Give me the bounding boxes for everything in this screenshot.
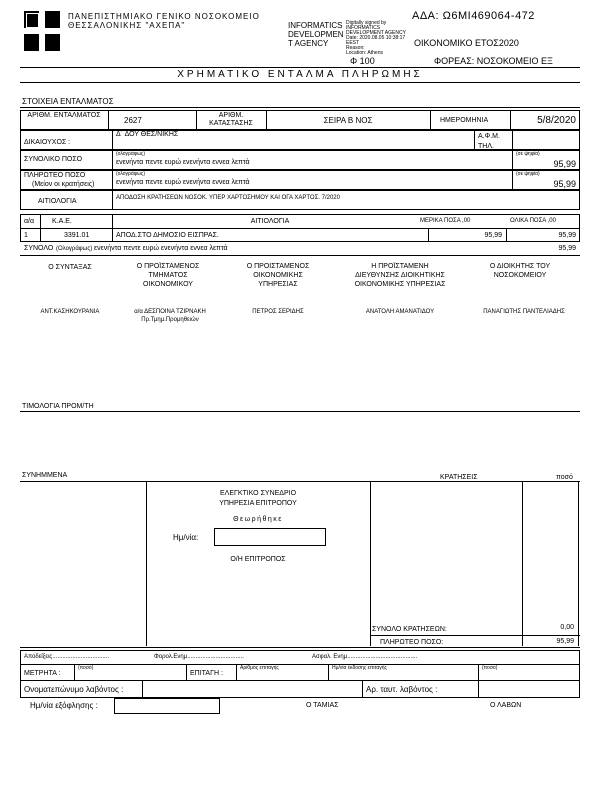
name-proist-ypiresias: ΠΕΤΡΟΣ ΣΕΡΙΔΗΣ bbox=[252, 309, 304, 315]
poso-label: ποσό bbox=[556, 474, 573, 481]
epitropos: Ο/Η ΕΠΙΤΡΟΠΟΣ bbox=[230, 556, 286, 563]
total-numbers-note: (σε ψηφία) bbox=[516, 151, 540, 157]
seira-label: ΣΕΙΡΑ Β ΝΟΣ bbox=[323, 116, 373, 125]
entalma-number-label: ΑΡΙΘΜ. ΕΝΤΑΛΜΑΤΟΣ bbox=[27, 112, 101, 119]
katastasi-label: ΑΡΙΘΜ. ΚΑΤΑΣΤΑΣΗΣ bbox=[209, 112, 253, 127]
metrita-label: ΜΕΤΡΗΤΑ : bbox=[24, 670, 61, 677]
afm-label: Α.Φ.Μ. bbox=[478, 133, 500, 140]
col-partial: ΜΕΡΙΚΑ ΠΟΣΑ ,00 bbox=[420, 218, 471, 224]
theorithike: Θεωρήθηκε bbox=[233, 516, 283, 523]
epitagi-date-note: Ημ/νία έκδοσης επιταγής bbox=[332, 665, 387, 671]
ada-number: ΑΔΑ: Ω6ΜΙ469064-472 bbox=[412, 10, 535, 22]
row-aa: 1 bbox=[24, 232, 28, 239]
name-dioikitis: ΠΑΝΑΓΙΩΤΗΣ ΠΑΝΤΕΛΙΑΔΗΣ bbox=[483, 309, 565, 315]
asfal: Ασφαλ. Ενημ.......................................... bbox=[312, 654, 418, 660]
row-partial: 95,99 bbox=[484, 232, 502, 239]
dikaiouxos-label: ΔΙΚΑΙΟΥΧΟΣ : bbox=[24, 139, 71, 146]
epitagi-number-note: Αριθμός επιταγής bbox=[240, 665, 279, 671]
payable-words: ενενήντα πεντε ευρώ ενενήντα εννεα λεπτά bbox=[116, 179, 250, 186]
role-proist-tmimatos: Ο ΠΡΟΪΣΤΑΜΕΝΟΣ ΤΜΗΜΑΤΟΣ ΟΙΚΟΝΟΜΙΚΟΥ bbox=[136, 263, 200, 288]
name-syntaxas: ΑΝΤ.ΚΑΣΗΚΟΥΡΑΝΙΑ bbox=[40, 309, 100, 315]
payable-summary-label: ΠΛΗΡΩΤΕΟ ΠΟΣΟ: bbox=[380, 639, 444, 646]
payable-summary-value: 95,99 bbox=[556, 638, 574, 645]
agency-line2: DEVELOPMEN bbox=[288, 30, 344, 39]
agency-line1: INFORMATICS bbox=[288, 21, 343, 30]
phi-code: Φ 100 bbox=[350, 56, 375, 66]
apodexeis: Αποδείξεις.................................. bbox=[24, 654, 110, 660]
col-aa: α/α bbox=[24, 218, 35, 225]
role-proist-dieuthynsis: Η ΠΡΟΪΣΤΑΜΕΝΗ ΔΙΕΥΘΥΝΣΗΣ ΔΙΟΙΚΗΤΙΚΗΣ ΟΙΚΟΝΟΜΙΚΗΣ ΥΠΗΡΕΣΙΑΣ bbox=[354, 263, 446, 288]
col-kae: Κ.Α.Ε. bbox=[52, 218, 72, 225]
metrita-poso-note: (ποσό) bbox=[78, 665, 94, 671]
details-section-title: ΣΤΟΙΧΕΙΑ ΕΝΤΑΛΜΑΤΟΣ bbox=[22, 97, 114, 106]
date-value: 5/8/2020 bbox=[537, 115, 576, 126]
lavon: Ο ΛΑΒΩΝ bbox=[490, 702, 522, 709]
name-proist-dieuthynsis: ΑΝΑΤΟΛΗ ΑΜΑΝΑΤΙΔΟΥ bbox=[365, 309, 435, 315]
aitiologia-label: ΑΙΤΙΟΛΟΓΙΑ bbox=[38, 198, 77, 205]
audit-date-field[interactable] bbox=[214, 528, 326, 546]
digital-signature: Digitally signed by INFORMATICS DEVELOPMENT AGENCY Date: 2020.08.05 10:38:17 EEST Reason: Location: Athens bbox=[346, 20, 406, 56]
date-paid-field[interactable] bbox=[114, 698, 220, 714]
col-total: ΟΛΙΚΑ ΠΟΣΑ ,00 bbox=[510, 218, 556, 224]
row-total: 95,99 bbox=[558, 232, 576, 239]
onomatep-label: Ονοματεπώνυμο λαβόντος : bbox=[24, 685, 124, 694]
ar-taut-label: Αρ. ταυτ. λαβόντος : bbox=[366, 685, 438, 694]
hospital-name-line1: ΠΑΝΕΠΙΣΤΗΜΙΑΚΟ ΓΕΝΙΚΟ ΝΟΣΟΚΟΜΕΙΟ bbox=[68, 12, 260, 21]
fiscal-year: ΟΙΚΟΝΟΜΙΚΟ ΕΤΟΣ2020 bbox=[414, 38, 519, 48]
total-value: 95,99 bbox=[553, 159, 576, 169]
audit-date-label: Ημ/νία: bbox=[173, 533, 199, 542]
tel-label: ΤΗΛ. bbox=[478, 143, 494, 150]
aitiologia-value: ΑΠΟΔΟΣΗ ΚΡΑΤΗΣΕΩΝ ΝΟΣΟΚ. ΥΠΕΡ ΧΑΡΤΟΣΗΜΟΥ ΚΑΙ ΟΓΑ ΧΑΡΤΟΣ. 7/2020 bbox=[116, 195, 340, 201]
total-label: ΣΥΝΟΛΙΚΟ ΠΟΣΟ bbox=[24, 156, 83, 163]
epitagi-poso-note: (ποσό) bbox=[482, 665, 498, 671]
date-paid-label: Ημ/νία εξόφλησης : bbox=[30, 701, 98, 710]
foroi: Φορολ.Ενημ.................................. bbox=[154, 654, 244, 660]
audit-line2: ΥΠΗΡΕΣΙΑ ΕΠΙΤΡΟΠΟΥ bbox=[219, 500, 297, 507]
sum-note: (Ολογράφως) bbox=[56, 246, 93, 252]
page-title: ΧΡΗΜΑΤΙΚΟ ΕΝΤΑΛΜΑ ΠΛΗΡΩΜΗΣ bbox=[177, 69, 423, 80]
role-syntaxas: Ο ΣΥΝΤΑΞΑΣ bbox=[48, 264, 92, 271]
sum-label: ΣΥΝΟΛΟ bbox=[24, 245, 54, 252]
epitagi-label: ΕΠΙΤΑΓΗ : bbox=[190, 670, 223, 677]
row-aitiologia: ΑΠΟΔ.ΣΤΟ ΔΗΜΟΣΙΟ ΕΙΣΠΡΑΣ. bbox=[116, 232, 219, 239]
payable-numbers-note: (σε ψηφία) bbox=[516, 171, 540, 177]
sum-value: 95,99 bbox=[558, 245, 576, 252]
role-proist-ypiresias: Ο ΠΡΟΙΣΤΑΜΕΝΟΣ ΟΙΚΟΝΟΜΙΚΗΣ ΥΠΗΡΕΣΙΑΣ bbox=[246, 263, 310, 288]
role-dioikitis: Ο ΔΙΟΙΚΗΤΗΣ ΤΟΥ ΝΟΣΟΚΟΜΕΙΟΥ bbox=[489, 263, 551, 279]
sum-words: ενενήντα πεντε ευρώ ενενήντα εννεα λεπτά bbox=[94, 245, 228, 252]
agency-line3: T AGENCY bbox=[288, 39, 329, 48]
payable-label: ΠΛΗΡΩΤΕΟ ΠΟΣΟ bbox=[24, 172, 86, 179]
payable-value: 95,99 bbox=[553, 179, 576, 189]
total-kratiseis-value: 0,00 bbox=[560, 624, 574, 631]
name-proist-tmimatos: α/α ΔΕΣΠΟΙΝΑ ΤΖΙΡΝΑΚΗ Πρ.Τμημ.Προμηθειών bbox=[134, 309, 206, 323]
total-kratiseis-label: ΣΥΝΟΛΟ ΚΡΑΤΗΣΕΩΝ: bbox=[372, 626, 447, 633]
attachments-label: ΣΥΝΗΜΜΕΝΑ bbox=[22, 472, 68, 479]
date-label: ΗΜΕΡΟΜΗΝΙΑ bbox=[440, 117, 489, 124]
kratiseis-label: ΚΡΑΤΗΣΕΙΣ bbox=[440, 474, 478, 481]
total-words: ενενήντα πεντε ευρώ ενενήντα εννεα λεπτά bbox=[116, 159, 250, 166]
row-kae: 3391.01 bbox=[64, 232, 90, 239]
payable-label-note: (Μείον οι κρατήσεις) bbox=[32, 181, 95, 188]
tamias: Ο ΤΑΜΙΑΣ bbox=[306, 702, 339, 709]
entalma-number-value: 2627 bbox=[124, 116, 142, 125]
invoices-label: ΤΙΜΟΛΟΓΙΑ ΠΡΟΜ/ΤΗ bbox=[22, 403, 94, 410]
dikaiouxos-value: Δ΄ ΔΟΥ ΘΕΣ/ΝΙΚΗΣ bbox=[116, 131, 179, 138]
total-words-note: (ολογράφως) bbox=[116, 151, 146, 157]
hospital-name-line2: ΘΕΣΣΑΛΟΝΙΚΗΣ "ΑΧΕΠΑ" bbox=[68, 21, 186, 30]
payable-words-note: (ολογράφως) bbox=[116, 171, 146, 177]
hospital-logo bbox=[24, 11, 60, 51]
audit-line1: ΕΛΕΓΚΤΙΚΟ ΣΥΝΕΔΡΙΟ bbox=[219, 490, 297, 497]
foreas: ΦΟΡΕΑΣ: ΝΟΣΟΚΟΜΕΙΟ ΕΞ bbox=[434, 56, 553, 66]
col-aitiologia: ΑΙΤΙΟΛΟΓΙΑ bbox=[250, 218, 290, 225]
